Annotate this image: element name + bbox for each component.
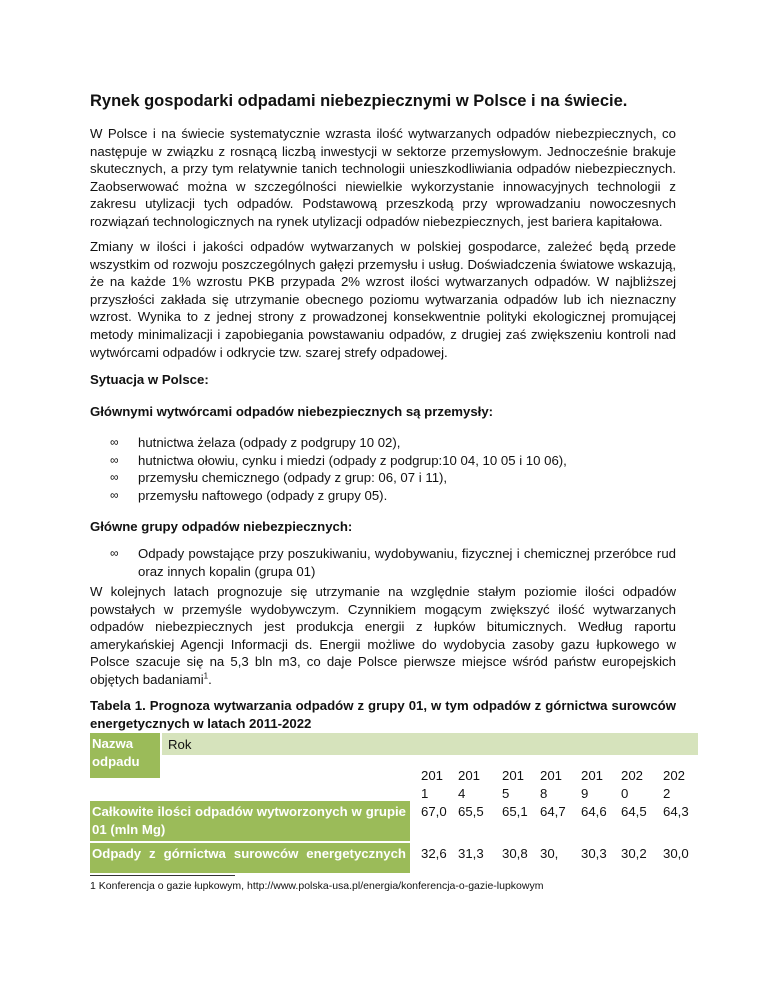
paragraph-forecast: W kolejnych latach prognozuje się utrzymanie na względnie stałym poziomie ilości odpadów powstałych w przemyśle wydobywczym. Czynnikiem mogącym zwiększyć ilość wytwarzanych odpadów niebezpiecznych jest produkcja energii z łupków bitumicznych. Według raportu amerykańskiej Agencji Informacji ds. Energii możliwe do wydobycia zasoby gazu łupkowego w Polsce szacuje się na 5,3 bln m3, co daje Polsce pierwsze miejsce wśród państw europejskich objętych badaniami$^1$. <box>90 584 676 687</box>
infinity-bullet-icon: ∞ <box>110 470 119 485</box>
producers-list <box>110 434 670 504</box>
table-cell: 32,6 <box>421 846 447 861</box>
table-header-name: Nazwa odpadu <box>90 733 160 778</box>
table-caption: Tabela 1. Prognoza wytwarzania odpadów z grupy 01, w tym odpadów z górnictwa surowców energetycznych w latach 2011-2022 <box>90 698 676 731</box>
infinity-bullet-icon: ∞ <box>110 452 119 467</box>
paragraph-changes: Zmiany w ilości i jakości odpadów wytwarzanych w polskiej gospodarce, zależeć będą przede wszystkim od rozwoju poszczególnych gałęzi przemysłu i usług. Doświadczenia światowe wskazują, że na każde 1% wzrostu PKB przypada 2% wzrost ilości wytwarzanych odpadów. W najbliższej przyszłości zakłada się utrzymanie obecnego poziomu wytwarzania odpadów lub ich nieznaczny wzrost. Wynika to z jednej strony z prowadzonej konsekwentnie polityki ekologicznej promującej metody minimalizacji i zapobiegania powstawaniu odpadów, z drugiej zaś zwiększeniu kontroli nad wytwórcami odpadów i odkrycie tzw. szarej strefy odpadowej. <box>90 239 676 360</box>
groups-list <box>110 545 676 580</box>
infinity-bullet-icon: ∞ <box>110 435 119 449</box>
table-cell: 64,7 <box>540 804 566 819</box>
table-cell: 31,3 <box>458 846 484 861</box>
table-cell: 30,8 <box>502 846 528 861</box>
table-cell: 67,0 <box>421 804 447 819</box>
infinity-bullet-icon: ∞ <box>110 487 119 502</box>
year-cell: 201 4 <box>458 768 481 801</box>
table-cell: 30,0 <box>663 846 689 861</box>
year-cell: 201 9 <box>581 768 604 801</box>
heading-groups: Główne grupy odpadów niebezpiecznych: <box>90 519 353 534</box>
table-cell: 30,2 <box>621 846 647 861</box>
table-row <box>90 843 698 873</box>
list-item: ∞ przemysłu chemicznego (odpady z grup: 06, 07 i 11), <box>110 470 448 486</box>
list-item: ∞ Odpady powstające przy poszukiwaniu, wydobywaniu, fizycznej i chemicznej przeróbce rud oraz innych kopalin (grupa 01) <box>110 546 676 579</box>
table-cell: 64,5 <box>621 804 647 819</box>
forecast-table <box>90 733 698 873</box>
table-cell: 65,1 <box>502 804 528 819</box>
heading-producers: Głównymi wytwórcami odpadów niebezpiecznych są przemysły: <box>90 404 494 419</box>
paragraph-intro: W Polsce i na świecie systematycznie wzrasta ilość wytwarzanych odpadów niebezpiecznych, co następuje w związku z rosnącą liczbą inwestycji w sektorze przemysłowym. Jednocześnie brakuje skutecznych, a przy tym relatywnie tanich technologii unieszkodliwiania odpadów niebezpiecznych. Zaobserwować można w szczególności niewielkie wykorzystanie innowacyjnych technologii z zakresu utylizacji tych odpadów. Podstawową przeszkodą przy wprowadzaniu nowoczesnych rozwiązań technologicznych na rynek utylizacji odpadów niebezpiecznych, jest bariera kapitałowa. <box>90 126 676 229</box>
year-cell: 201 8 <box>540 768 563 801</box>
heading-situation: Sytuacja w Polsce: <box>90 372 209 387</box>
table-cell: 30, <box>540 846 559 861</box>
row-label: Odpady z górnictwa surowców energetycznych <box>90 843 410 873</box>
table-cell: 30,3 <box>581 846 607 861</box>
infinity-bullet-icon: ∞ <box>110 546 119 560</box>
year-cell: 202 0 <box>621 768 644 801</box>
year-cell: 201 1 <box>421 768 444 801</box>
table-cell: 64,3 <box>663 804 689 819</box>
table-cell: 64,6 <box>581 804 607 819</box>
row-label: Całkowite ilości odpadów wytworzonych w grupie 01 (mln Mg) <box>90 801 410 841</box>
year-cell: 202 2 <box>663 768 686 801</box>
table-cell: 65,5 <box>458 804 484 819</box>
list-item: ∞ hutnictwa ołowiu, cynku i miedzi (odpady z podgrup:10 04, 10 05 i 10 06), <box>110 452 567 468</box>
year-cell: 201 5 <box>502 768 525 801</box>
footnote: 1 Konferencja o gazie łupkowym, http://www.polska-usa.pl/energia/konferencja-o-gazie-lupkowym <box>90 880 544 892</box>
table-row <box>90 801 698 841</box>
footnote-reference[interactable]: 1 <box>203 671 209 681</box>
list-item: ∞ przemysłu naftowego (odpady z grupy 05). <box>110 487 388 503</box>
list-item: ∞ hutnictwa żelaza (odpady z podgrupy 10 02), <box>110 435 401 450</box>
page-title: Rynek gospodarki odpadami niebezpiecznymi w Polsce i na świecie. <box>90 92 628 110</box>
footnote-divider <box>90 875 235 876</box>
table-header-year: Rok <box>162 733 698 755</box>
